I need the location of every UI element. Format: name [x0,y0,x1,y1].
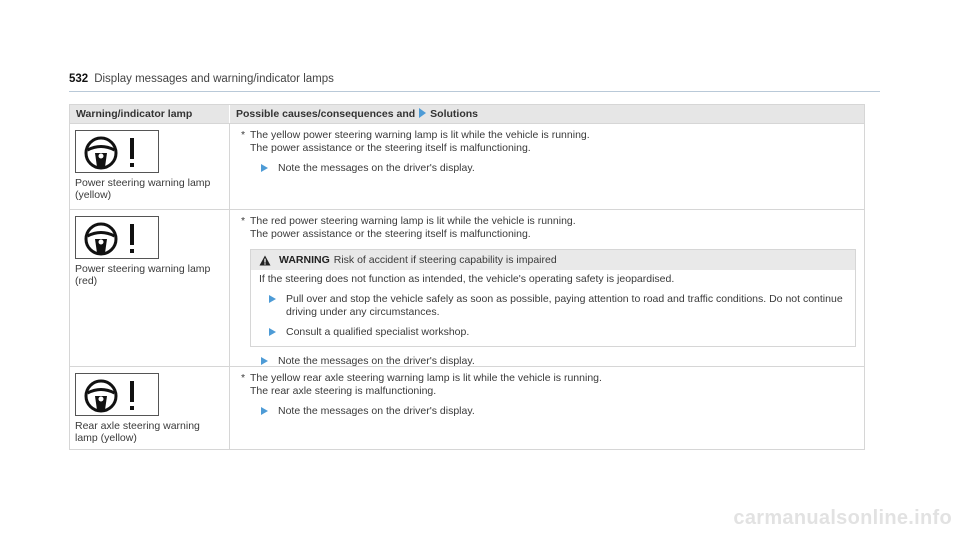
note-marker: * [241,372,246,384]
action-arrow-icon [261,357,268,365]
action-arrow-icon [261,164,268,172]
arrow-right-icon [419,108,426,118]
action-arrow-icon [261,407,268,415]
action-arrow-icon [269,295,276,303]
table-row [70,366,864,449]
rear-axle-steering-lamp-icon [75,373,159,416]
action-text: Consult a qualified specialist workshop. [286,326,470,338]
action-step [269,326,847,339]
action-text: Note the messages on the driver's display. [278,354,475,367]
warning-header [251,250,855,270]
col-header-lamp: Warning/indicator lamp [70,105,230,123]
action-text: Note the messages on the driver's display. [278,405,475,417]
action-step [261,355,864,368]
note [241,215,864,240]
table-header [70,105,864,123]
note-marker: * [241,129,246,141]
warning-body: If the steering does not function as intended, the vehicle's operating safety is jeopardised. [259,272,675,285]
lamp-table [69,104,865,450]
col-header-causes [230,105,864,123]
page-number: 532 [69,73,89,85]
action-arrow-icon [269,328,276,336]
action-text: Pull over and stop the vehicle safely as soon as possible, paying attention to road and traffic conditions. Do not continue driving under any circumstances. [286,293,843,318]
col-header-solutions-text: Solutions [430,108,479,120]
power-steering-lamp-icon [75,130,159,173]
table-row [70,209,864,366]
note-line: The power assistance or the steering itself is malfunctioning. [250,227,531,240]
note-line: The rear axle steering is malfunctioning. [250,384,437,397]
lamp-label: Power steering warning lamp (yellow) [75,177,211,201]
warning-triangle-icon [259,255,271,266]
warning-title: WARNING [279,254,330,266]
action-step [261,405,864,418]
warning-box [250,249,856,347]
page-header [69,73,880,92]
power-steering-lamp-icon [75,216,159,259]
note-marker: * [241,215,246,227]
note [241,372,864,397]
note-line: The yellow rear axle steering warning lamp is lit while the vehicle is running. [250,372,602,384]
table-row [70,123,864,209]
action-step [261,162,864,175]
note [241,129,864,154]
lamp-label: Rear axle steering warning lamp (yellow) [75,420,200,444]
action-step [269,293,847,318]
lamp-label: Power steering warning lamp (red) [75,263,211,287]
watermark: carmanualsonline.info [733,507,952,529]
warning-subtitle: Risk of accident if steering capability is impaired [333,254,557,266]
col-header-causes-text: Possible causes/consequences and [236,108,416,120]
action-text: Note the messages on the driver's display. [278,162,475,174]
note-line: The red power steering warning lamp is lit while the vehicle is running. [250,215,576,227]
note-line: The yellow power steering warning lamp is lit while the vehicle is running. [250,129,590,141]
note-line: The power assistance or the steering itself is malfunctioning. [250,141,531,154]
page-title: Display messages and warning/indicator lamps [94,73,334,85]
